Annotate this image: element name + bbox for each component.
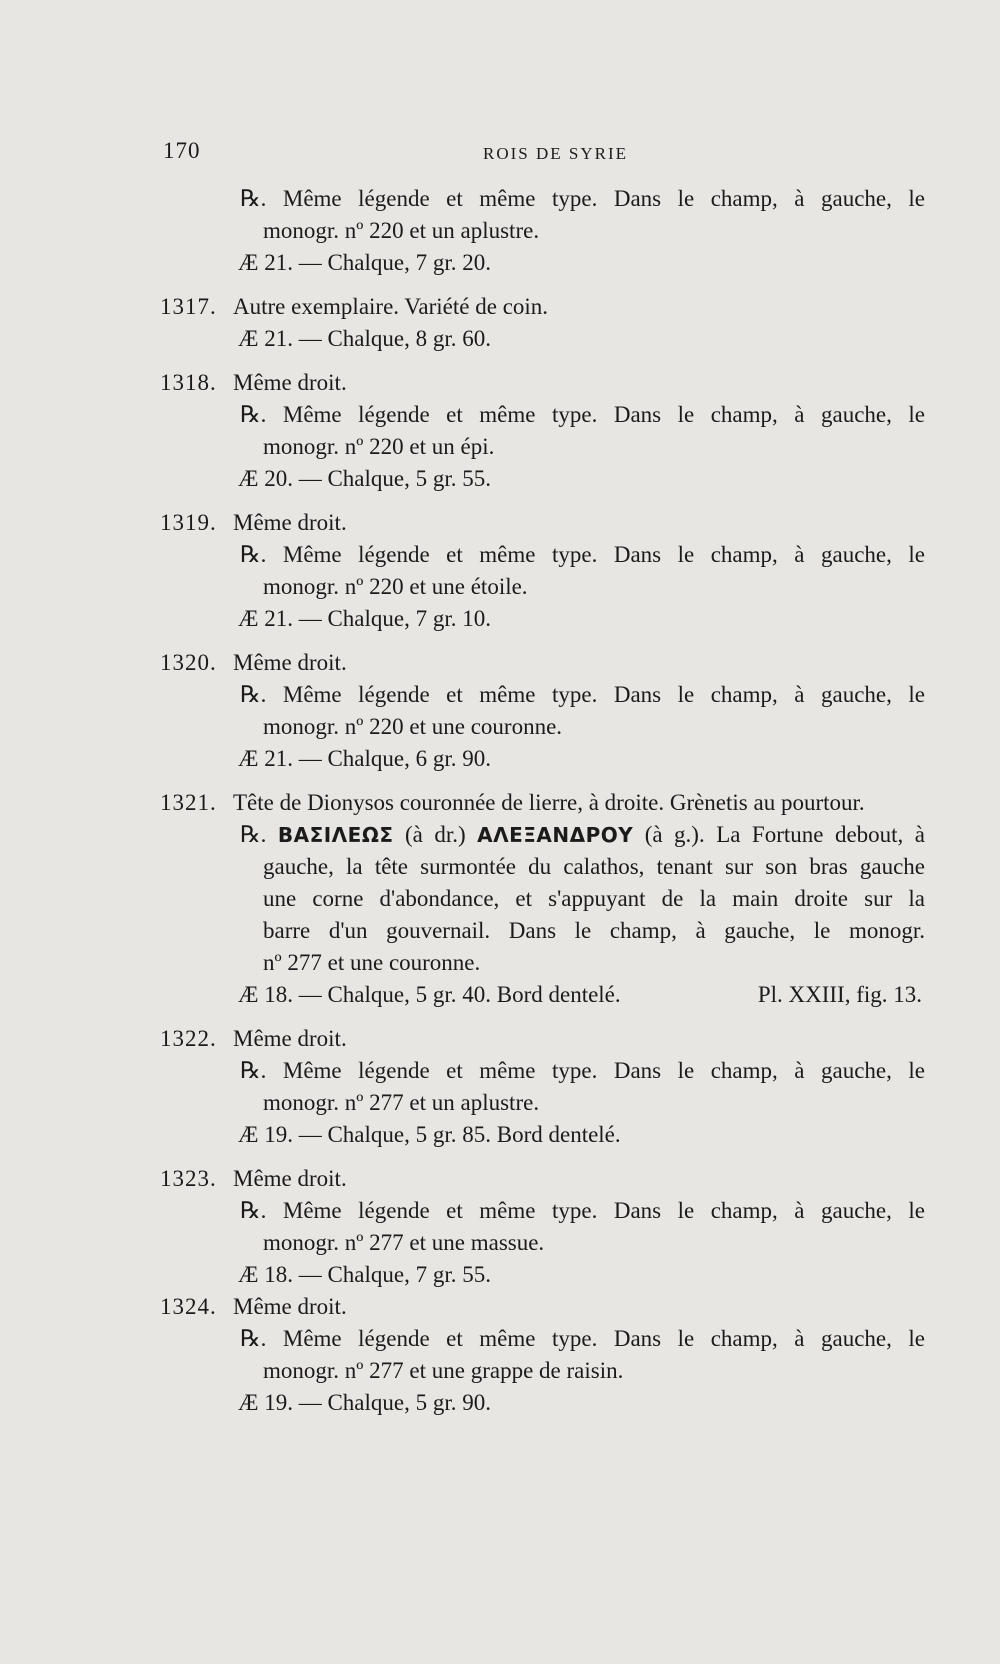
greek-legend-basileos: ΒΑΣΙΛΕΩΣ — [277, 823, 394, 847]
obverse-description: Même droit. — [233, 650, 347, 675]
entry-number: 1319. — [160, 510, 217, 535]
obverse-description: Même droit. — [233, 370, 347, 395]
coin-specification: Æ 19. — Chalque, 5 gr. 85. Bord dentelé. — [238, 1122, 621, 1147]
reverse-continuation: monogr. nº 277 et une grappe de raisin. — [263, 1358, 624, 1383]
reverse-continuation: monogr. nº 220 et une étoile. — [263, 574, 528, 599]
catalog-entry — [0, 367, 1000, 495]
reverse-description: ℞. Même légende et même type. Dans le champ, à gauche, le — [240, 186, 925, 211]
entry-number: 1320. — [160, 650, 217, 675]
entry-number: 1322. — [160, 1026, 217, 1051]
coin-specification: Æ 19. — Chalque, 5 gr. 90. — [238, 1390, 491, 1415]
reverse-description: ℞. Même légende et même type. Dans le champ, à gauche, le — [240, 402, 925, 427]
reverse-continuation: monogr. nº 277 et un aplustre. — [263, 1090, 540, 1115]
catalog-entries — [0, 183, 1000, 1419]
catalog-entry — [0, 647, 1000, 775]
entry-number: 1318. — [160, 370, 217, 395]
entry-number: 1321. — [160, 790, 217, 815]
coin-specification: Æ 20. — Chalque, 5 gr. 55. — [238, 466, 491, 491]
reverse-description: ℞. Même légende et même type. Dans le champ, à gauche, le — [240, 1198, 925, 1223]
coin-specification: Æ 21. — Chalque, 7 gr. 20. — [238, 250, 491, 275]
greek-legend-alexandrou: ΑΛΕΞΑΝΔΡΟΥ — [477, 823, 634, 847]
coin-specification: Æ 21. — Chalque, 7 gr. 10. — [238, 606, 491, 631]
catalog-entry — [0, 787, 1000, 1011]
legend-direction: (à dr.) — [404, 822, 466, 847]
reverse-continuation: barre d'un gouvernail. Dans le champ, à gauche, le monogr. — [263, 918, 925, 943]
obverse-description: Même droit. — [233, 1294, 347, 1319]
reverse-description: ℞. Même légende et même type. Dans le champ, à gauche, le — [240, 1058, 925, 1083]
catalog-entry — [0, 291, 1000, 355]
catalog-entry — [0, 1291, 1000, 1419]
reverse-continuation: gauche, la tête surmontée du calathos, tenant sur son bras gauche — [263, 854, 925, 879]
reverse-continuation: monogr. nº 220 et un épi. — [263, 434, 495, 459]
catalog-entry — [0, 1163, 1000, 1291]
coin-specification: Æ 18. — Chalque, 5 gr. 40. Bord dentelé. — [238, 982, 621, 1007]
reverse-description: ℞. Même légende et même type. Dans le champ, à gauche, le — [240, 542, 925, 567]
catalog-entry — [0, 507, 1000, 635]
page-number: 170 — [163, 138, 201, 163]
reverse-continuation: nº 277 et une couronne. — [263, 950, 481, 975]
obverse-description: Même droit. — [233, 1166, 347, 1191]
catalog-entry — [0, 1023, 1000, 1151]
reverse-continuation: une corne d'abondance, et s'appuyant de la main droite sur la — [263, 886, 925, 911]
legend-direction: (à g.). La Fortune debout, à — [644, 822, 926, 847]
coin-specification: Æ 21. — Chalque, 8 gr. 60. — [238, 326, 491, 351]
entry-number: 1323. — [160, 1166, 217, 1191]
obverse-description: Même droit. — [233, 1026, 347, 1051]
reverse-symbol: ℞. — [240, 822, 267, 847]
obverse-description: Tête de Dionysos couronnée de lierre, à droite. Grènetis au pourtour. — [233, 790, 865, 815]
reverse-description: ℞. Même légende et même type. Dans le champ, à gauche, le — [240, 682, 925, 707]
obverse-description: Même droit. — [233, 510, 347, 535]
reverse-description — [240, 819, 925, 851]
obverse-description: Autre exemplaire. Variété de coin. — [233, 294, 549, 319]
coin-specification: Æ 21. — Chalque, 6 gr. 90. — [238, 746, 491, 771]
catalog-entry — [0, 183, 1000, 279]
reverse-continuation: monogr. nº 277 et une massue. — [263, 1230, 545, 1255]
entry-number: 1324. — [160, 1294, 217, 1319]
plate-reference: Pl. XXIII, fig. 13. — [757, 982, 922, 1007]
running-title: ROIS DE SYRIE — [483, 144, 629, 163]
page-header — [163, 138, 920, 174]
reverse-description: ℞. Même légende et même type. Dans le champ, à gauche, le — [240, 1326, 925, 1351]
entry-number: 1317. — [160, 294, 217, 319]
coin-specification: Æ 18. — Chalque, 7 gr. 55. — [238, 1262, 491, 1287]
reverse-continuation: monogr. nº 220 et un aplustre. — [263, 218, 540, 243]
reverse-continuation: monogr. nº 220 et une couronne. — [263, 714, 563, 739]
